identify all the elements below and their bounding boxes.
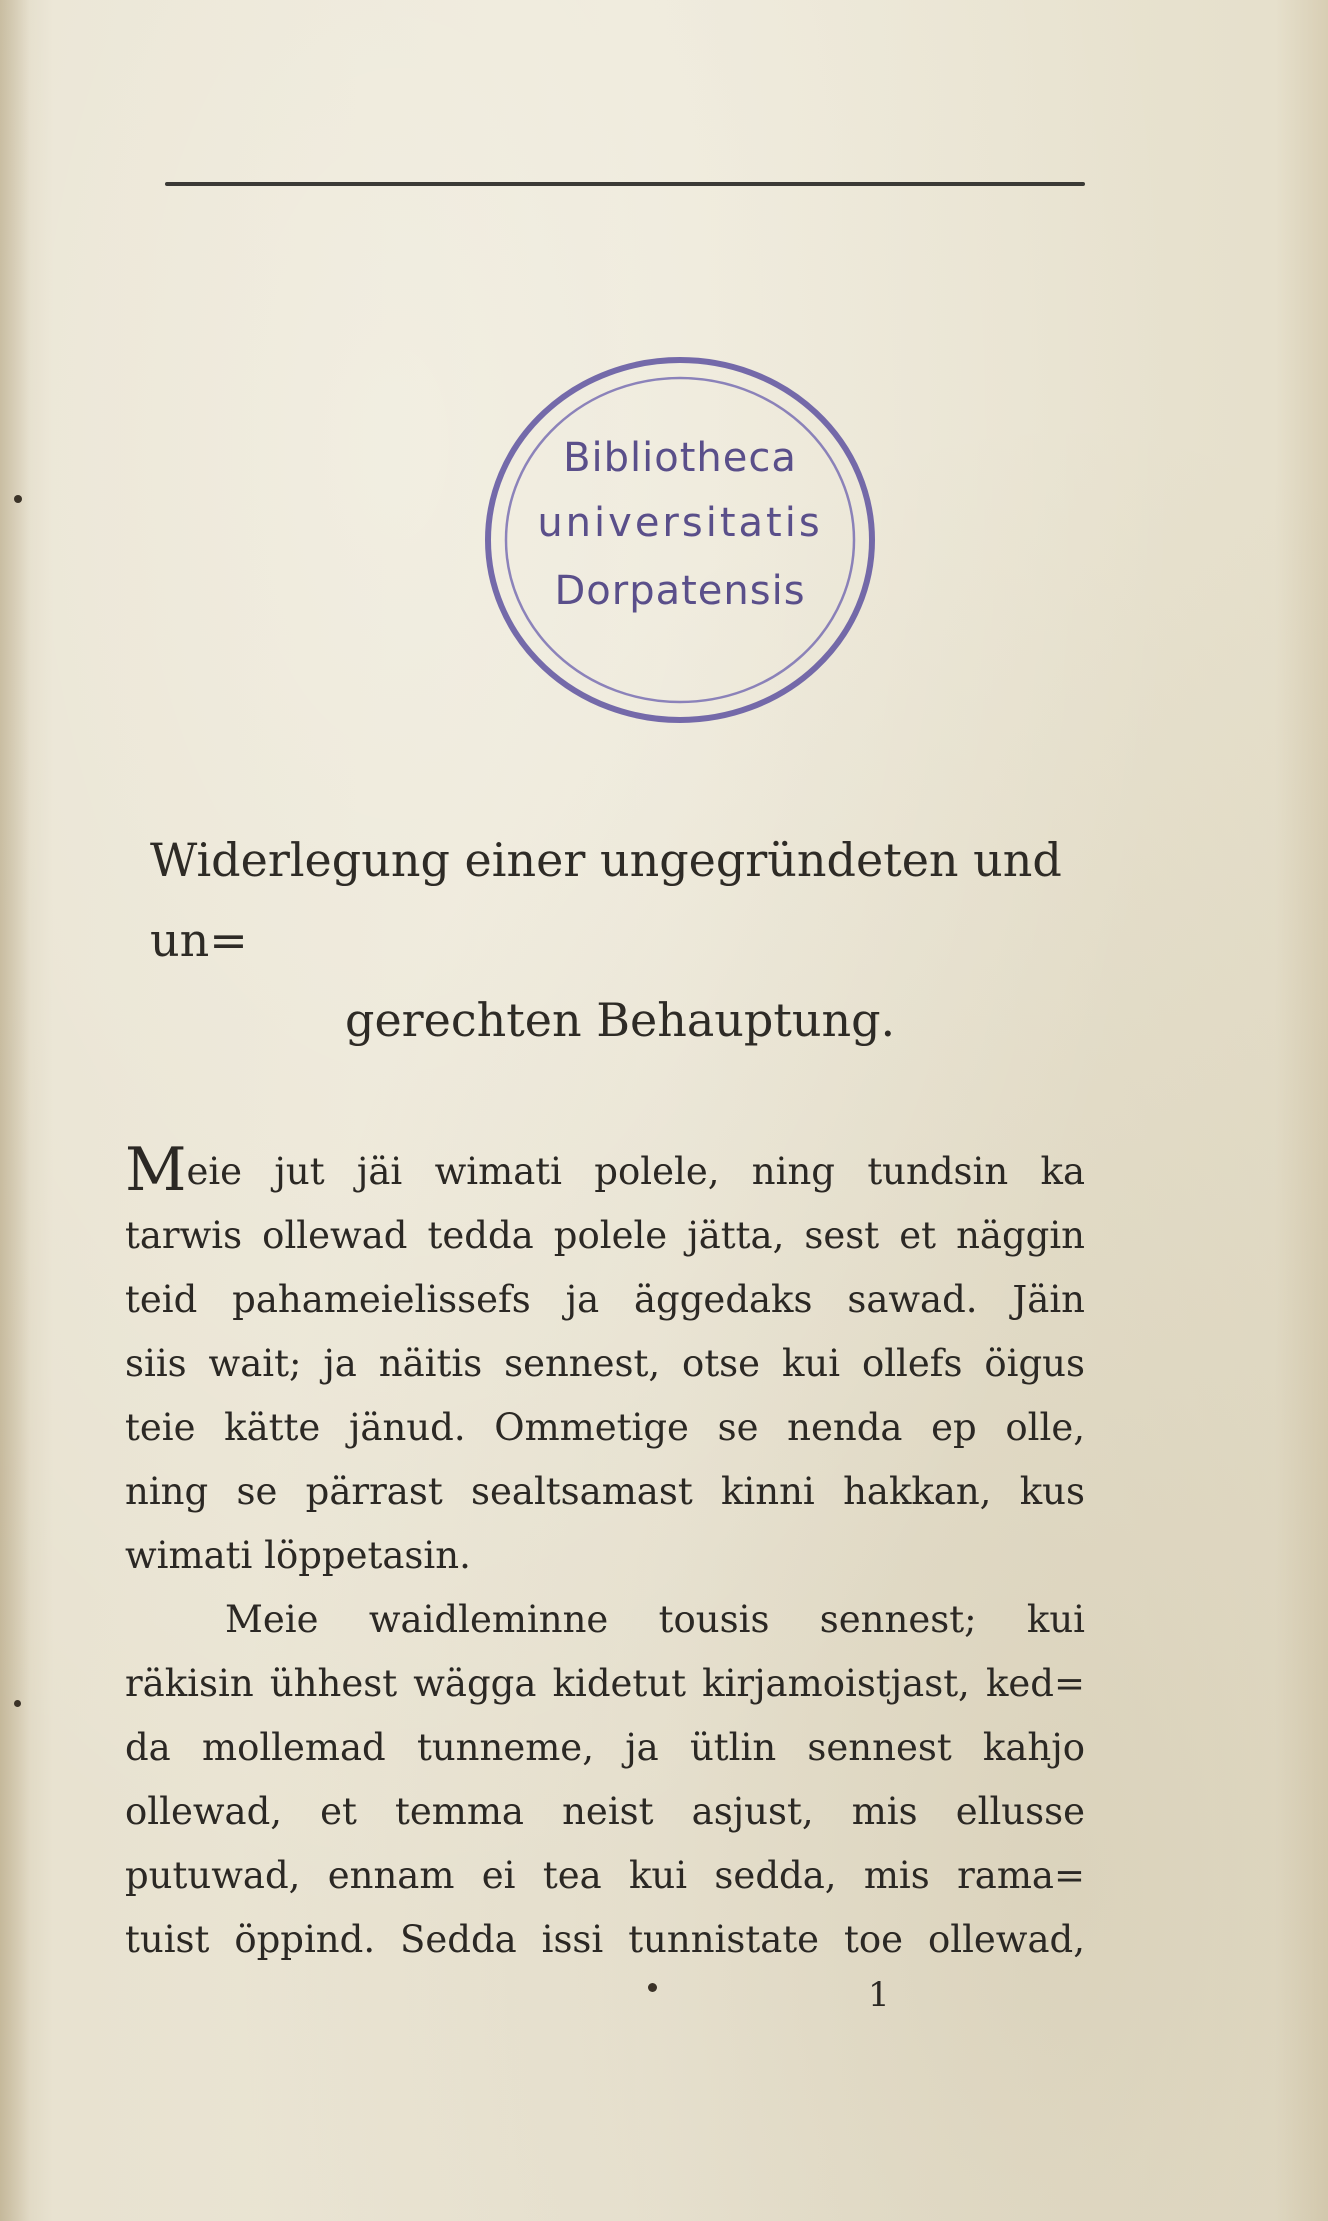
- top-rule: [165, 182, 1085, 186]
- text-line: Meie waidleminne tousis sennest; kui: [225, 1598, 1085, 1641]
- text-line: räkisin ühhest wägga kidetut kirjamoistjast, ked=: [125, 1662, 1085, 1705]
- text-line: wimati löppetasin.: [125, 1534, 471, 1577]
- ink-speck: [14, 1700, 21, 1707]
- text-line: ollewad, et temma neist asjust, mis ellusse: [125, 1790, 1085, 1833]
- stamp-line-1: Bibliotheca: [563, 435, 797, 481]
- section-heading: [150, 820, 1100, 1060]
- heading-line-1: Widerlegung einer ungegründeten und un=: [150, 833, 1062, 967]
- body-paragraphs: [125, 1135, 1085, 1972]
- heading-line-2: gerechten Behauptung.: [345, 993, 896, 1047]
- ink-speck: [648, 1983, 657, 1992]
- text-line: tarwis ollewad tedda polele jätta, sest et näggin: [125, 1214, 1085, 1257]
- text-line: teid pahameielissefs ja äggedaks sawad. Jäin: [125, 1278, 1085, 1321]
- stamp-line-3: Dorpatensis: [554, 568, 806, 614]
- text-line: teie kätte jänud. Ommetige se nenda ep olle,: [125, 1406, 1085, 1449]
- stamp-line-2: universitatis: [537, 500, 823, 546]
- text-line: Meie jut jäi wimati polele, ning tundsin ka: [125, 1135, 1085, 1205]
- drop-cap: M: [125, 1135, 187, 1205]
- text-line: tuist öppind. Sedda issi tunnistate toe ollewad,: [125, 1918, 1085, 1961]
- ink-speck: [14, 495, 22, 503]
- page-edge-shadow: [0, 0, 30, 2221]
- text-line: siis wait; ja näitis sennest, otse kui ollefs öigus: [125, 1342, 1085, 1385]
- text-line: putuwad, ennam ei tea kui sedda, mis rama=: [125, 1854, 1085, 1897]
- text-line: ning se pärrast sealtsamast kinni hakkan, kus: [125, 1470, 1085, 1513]
- text-line: da mollemad tunneme, ja ütlin sennest kahjo: [125, 1726, 1085, 1769]
- page-number: 1: [868, 1975, 890, 2015]
